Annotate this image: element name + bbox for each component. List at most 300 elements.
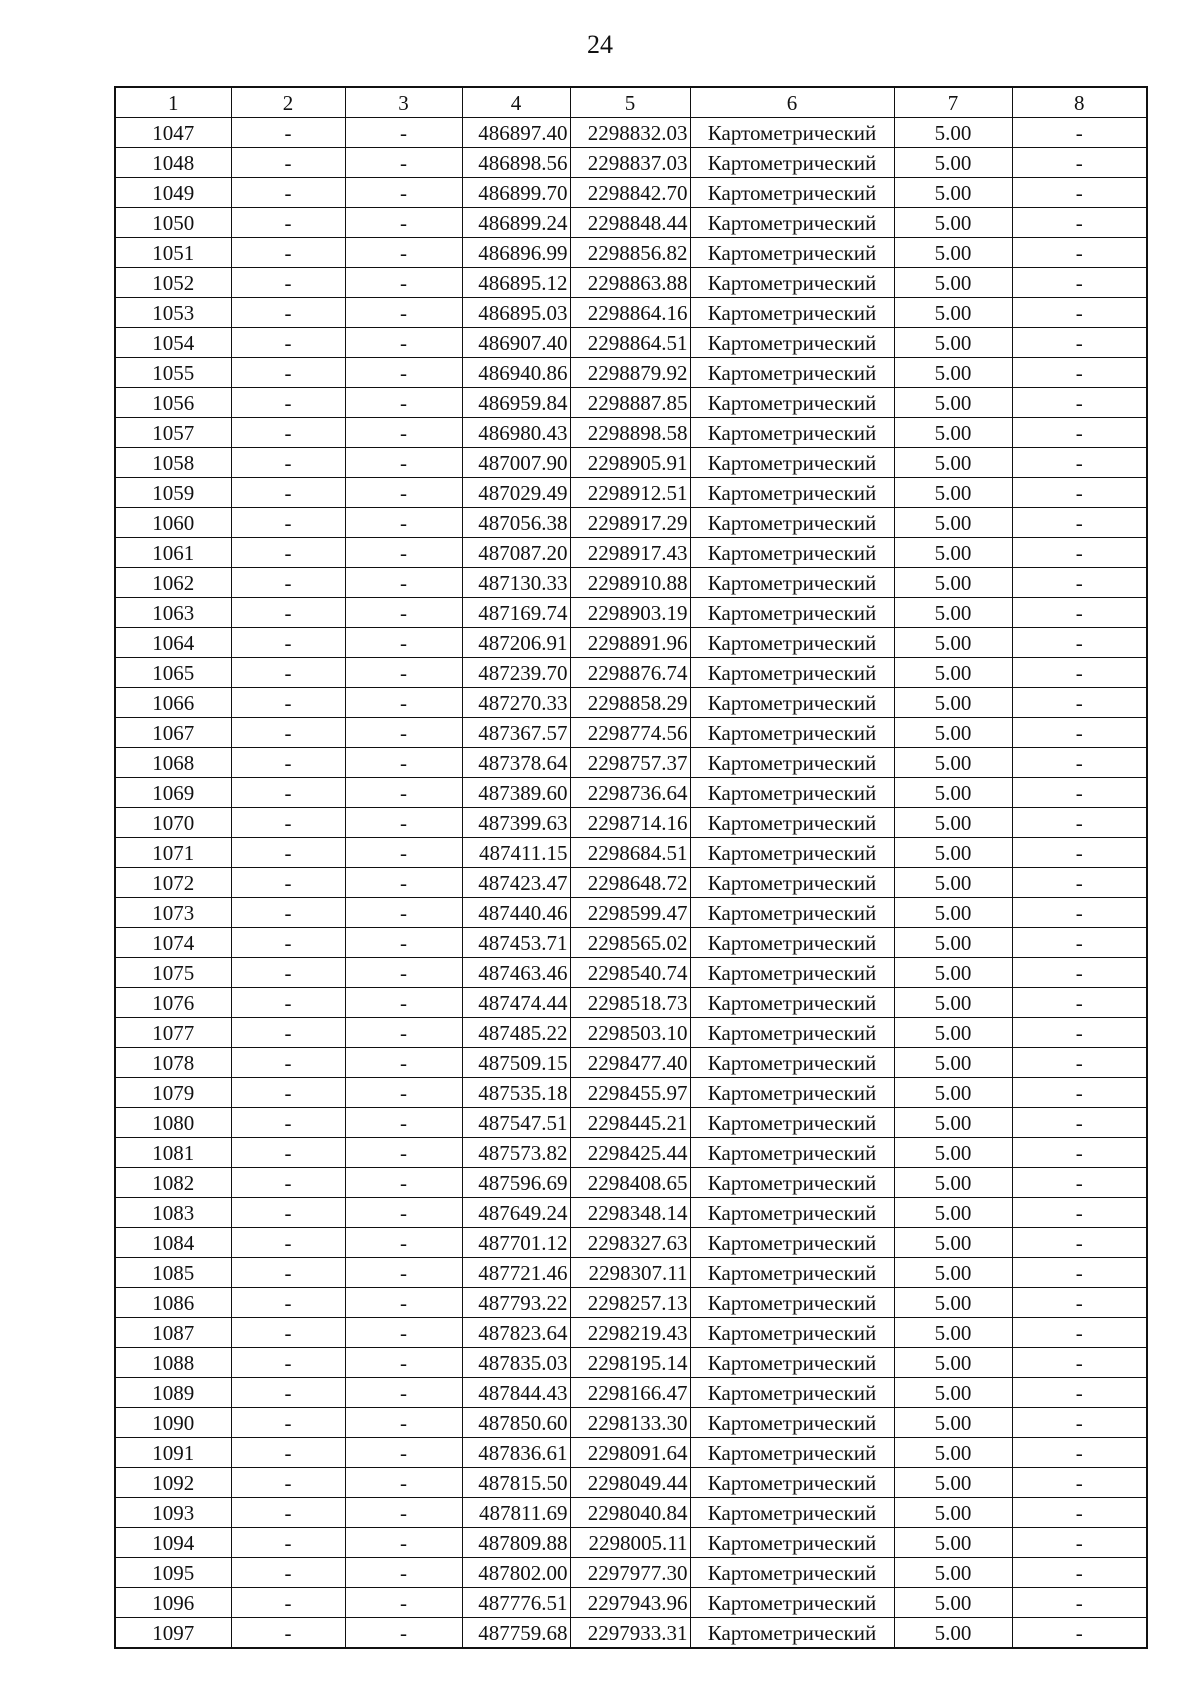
table-row bbox=[115, 1498, 1147, 1528]
x-coordinate-cell: 487453.71 bbox=[462, 928, 570, 958]
col2-cell: - bbox=[231, 148, 345, 178]
table-row bbox=[115, 1618, 1147, 1649]
table-row bbox=[115, 358, 1147, 388]
table-row bbox=[115, 1258, 1147, 1288]
x-coordinate-cell: 487007.90 bbox=[462, 448, 570, 478]
point-number-cell: 1053 bbox=[115, 298, 231, 328]
accuracy-cell: 5.00 bbox=[894, 928, 1012, 958]
col2-cell: - bbox=[231, 1438, 345, 1468]
x-coordinate-cell: 487836.61 bbox=[462, 1438, 570, 1468]
x-coordinate-cell: 487509.15 bbox=[462, 1048, 570, 1078]
point-number-cell: 1073 bbox=[115, 898, 231, 928]
y-coordinate-cell: 2297977.30 bbox=[570, 1558, 690, 1588]
col8-cell: - bbox=[1012, 1288, 1147, 1318]
table-row bbox=[115, 658, 1147, 688]
y-coordinate-cell: 2298774.56 bbox=[570, 718, 690, 748]
accuracy-cell: 5.00 bbox=[894, 988, 1012, 1018]
accuracy-cell: 5.00 bbox=[894, 538, 1012, 568]
method-cell: Картометрический bbox=[690, 418, 894, 448]
method-cell: Картометрический bbox=[690, 508, 894, 538]
method-cell: Картометрический bbox=[690, 658, 894, 688]
accuracy-cell: 5.00 bbox=[894, 658, 1012, 688]
y-coordinate-cell: 2298408.65 bbox=[570, 1168, 690, 1198]
method-cell: Картометрический bbox=[690, 1348, 894, 1378]
accuracy-cell: 5.00 bbox=[894, 1348, 1012, 1378]
column-header-7: 7 bbox=[894, 87, 1012, 118]
col8-cell: - bbox=[1012, 1498, 1147, 1528]
col2-cell: - bbox=[231, 748, 345, 778]
col3-cell: - bbox=[345, 1348, 462, 1378]
y-coordinate-cell: 2298837.03 bbox=[570, 148, 690, 178]
col2-cell: - bbox=[231, 868, 345, 898]
point-number-cell: 1090 bbox=[115, 1408, 231, 1438]
y-coordinate-cell: 2298219.43 bbox=[570, 1318, 690, 1348]
method-cell: Картометрический bbox=[690, 628, 894, 658]
col2-cell: - bbox=[231, 478, 345, 508]
table-row bbox=[115, 208, 1147, 238]
point-number-cell: 1085 bbox=[115, 1258, 231, 1288]
col3-cell: - bbox=[345, 1228, 462, 1258]
y-coordinate-cell: 2298905.91 bbox=[570, 448, 690, 478]
method-cell: Картометрический bbox=[690, 838, 894, 868]
col2-cell: - bbox=[231, 358, 345, 388]
method-cell: Картометрический bbox=[690, 148, 894, 178]
col8-cell: - bbox=[1012, 778, 1147, 808]
accuracy-cell: 5.00 bbox=[894, 1168, 1012, 1198]
y-coordinate-cell: 2298684.51 bbox=[570, 838, 690, 868]
point-number-cell: 1077 bbox=[115, 1018, 231, 1048]
col3-cell: - bbox=[345, 418, 462, 448]
method-cell: Картометрический bbox=[690, 688, 894, 718]
method-cell: Картометрический bbox=[690, 1018, 894, 1048]
method-cell: Картометрический bbox=[690, 598, 894, 628]
col3-cell: - bbox=[345, 808, 462, 838]
table-row bbox=[115, 568, 1147, 598]
col8-cell: - bbox=[1012, 928, 1147, 958]
y-coordinate-cell: 2298503.10 bbox=[570, 1018, 690, 1048]
accuracy-cell: 5.00 bbox=[894, 358, 1012, 388]
method-cell: Картометрический bbox=[690, 1558, 894, 1588]
col2-cell: - bbox=[231, 328, 345, 358]
accuracy-cell: 5.00 bbox=[894, 1228, 1012, 1258]
x-coordinate-cell: 486899.24 bbox=[462, 208, 570, 238]
col8-cell: - bbox=[1012, 1048, 1147, 1078]
accuracy-cell: 5.00 bbox=[894, 418, 1012, 448]
column-header-5: 5 bbox=[570, 87, 690, 118]
col2-cell: - bbox=[231, 658, 345, 688]
col2-cell: - bbox=[231, 1318, 345, 1348]
col8-cell: - bbox=[1012, 508, 1147, 538]
method-cell: Картометрический bbox=[690, 748, 894, 778]
col8-cell: - bbox=[1012, 1438, 1147, 1468]
table-row bbox=[115, 868, 1147, 898]
col3-cell: - bbox=[345, 838, 462, 868]
accuracy-cell: 5.00 bbox=[894, 778, 1012, 808]
x-coordinate-cell: 487087.20 bbox=[462, 538, 570, 568]
col8-cell: - bbox=[1012, 1198, 1147, 1228]
col2-cell: - bbox=[231, 1078, 345, 1108]
accuracy-cell: 5.00 bbox=[894, 478, 1012, 508]
col3-cell: - bbox=[345, 1288, 462, 1318]
table-row bbox=[115, 778, 1147, 808]
table-row bbox=[115, 1468, 1147, 1498]
col2-cell: - bbox=[231, 1228, 345, 1258]
col2-cell: - bbox=[231, 1138, 345, 1168]
x-coordinate-cell: 487239.70 bbox=[462, 658, 570, 688]
x-coordinate-cell: 487649.24 bbox=[462, 1198, 570, 1228]
col8-cell: - bbox=[1012, 1618, 1147, 1649]
col2-cell: - bbox=[231, 208, 345, 238]
col8-cell: - bbox=[1012, 1558, 1147, 1588]
col8-cell: - bbox=[1012, 868, 1147, 898]
point-number-cell: 1059 bbox=[115, 478, 231, 508]
point-number-cell: 1064 bbox=[115, 628, 231, 658]
table-row bbox=[115, 448, 1147, 478]
col2-cell: - bbox=[231, 1498, 345, 1528]
col2-cell: - bbox=[231, 898, 345, 928]
y-coordinate-cell: 2298648.72 bbox=[570, 868, 690, 898]
col3-cell: - bbox=[345, 1588, 462, 1618]
col2-cell: - bbox=[231, 718, 345, 748]
y-coordinate-cell: 2298898.58 bbox=[570, 418, 690, 448]
col2-cell: - bbox=[231, 1618, 345, 1649]
table-row bbox=[115, 538, 1147, 568]
col3-cell: - bbox=[345, 238, 462, 268]
y-coordinate-cell: 2298858.29 bbox=[570, 688, 690, 718]
table-row bbox=[115, 958, 1147, 988]
col8-cell: - bbox=[1012, 1408, 1147, 1438]
method-cell: Картометрический bbox=[690, 1228, 894, 1258]
col3-cell: - bbox=[345, 1168, 462, 1198]
table-row bbox=[115, 478, 1147, 508]
col8-cell: - bbox=[1012, 388, 1147, 418]
col3-cell: - bbox=[345, 1078, 462, 1108]
col3-cell: - bbox=[345, 1108, 462, 1138]
x-coordinate-cell: 487759.68 bbox=[462, 1618, 570, 1649]
accuracy-cell: 5.00 bbox=[894, 208, 1012, 238]
table-row bbox=[115, 718, 1147, 748]
table-row bbox=[115, 1558, 1147, 1588]
y-coordinate-cell: 2298903.19 bbox=[570, 598, 690, 628]
x-coordinate-cell: 487809.88 bbox=[462, 1528, 570, 1558]
point-number-cell: 1082 bbox=[115, 1168, 231, 1198]
point-number-cell: 1074 bbox=[115, 928, 231, 958]
col2-cell: - bbox=[231, 1528, 345, 1558]
col3-cell: - bbox=[345, 268, 462, 298]
col2-cell: - bbox=[231, 988, 345, 1018]
point-number-cell: 1062 bbox=[115, 568, 231, 598]
method-cell: Картометрический bbox=[690, 1288, 894, 1318]
point-number-cell: 1097 bbox=[115, 1618, 231, 1649]
accuracy-cell: 5.00 bbox=[894, 1288, 1012, 1318]
point-number-cell: 1094 bbox=[115, 1528, 231, 1558]
method-cell: Картометрический bbox=[690, 1378, 894, 1408]
x-coordinate-cell: 487270.33 bbox=[462, 688, 570, 718]
method-cell: Картометрический bbox=[690, 208, 894, 238]
y-coordinate-cell: 2298757.37 bbox=[570, 748, 690, 778]
accuracy-cell: 5.00 bbox=[894, 868, 1012, 898]
x-coordinate-cell: 487440.46 bbox=[462, 898, 570, 928]
method-cell: Картометрический bbox=[690, 1048, 894, 1078]
col2-cell: - bbox=[231, 1378, 345, 1408]
accuracy-cell: 5.00 bbox=[894, 1528, 1012, 1558]
method-cell: Картометрический bbox=[690, 1618, 894, 1649]
x-coordinate-cell: 487056.38 bbox=[462, 508, 570, 538]
x-coordinate-cell: 486899.70 bbox=[462, 178, 570, 208]
y-coordinate-cell: 2298518.73 bbox=[570, 988, 690, 1018]
col8-cell: - bbox=[1012, 328, 1147, 358]
x-coordinate-cell: 487474.44 bbox=[462, 988, 570, 1018]
col2-cell: - bbox=[231, 238, 345, 268]
accuracy-cell: 5.00 bbox=[894, 178, 1012, 208]
accuracy-cell: 5.00 bbox=[894, 628, 1012, 658]
col3-cell: - bbox=[345, 958, 462, 988]
x-coordinate-cell: 487721.46 bbox=[462, 1258, 570, 1288]
table-row bbox=[115, 388, 1147, 418]
table-row bbox=[115, 328, 1147, 358]
col2-cell: - bbox=[231, 958, 345, 988]
x-coordinate-cell: 486959.84 bbox=[462, 388, 570, 418]
method-cell: Картометрический bbox=[690, 1588, 894, 1618]
x-coordinate-cell: 486895.03 bbox=[462, 298, 570, 328]
accuracy-cell: 5.00 bbox=[894, 448, 1012, 478]
point-number-cell: 1070 bbox=[115, 808, 231, 838]
x-coordinate-cell: 487776.51 bbox=[462, 1588, 570, 1618]
method-cell: Картометрический bbox=[690, 388, 894, 418]
x-coordinate-cell: 486898.56 bbox=[462, 148, 570, 178]
col3-cell: - bbox=[345, 358, 462, 388]
col8-cell: - bbox=[1012, 1588, 1147, 1618]
point-number-cell: 1051 bbox=[115, 238, 231, 268]
x-coordinate-cell: 487850.60 bbox=[462, 1408, 570, 1438]
accuracy-cell: 5.00 bbox=[894, 898, 1012, 928]
table-row bbox=[115, 1108, 1147, 1138]
y-coordinate-cell: 2298166.47 bbox=[570, 1378, 690, 1408]
col8-cell: - bbox=[1012, 718, 1147, 748]
x-coordinate-cell: 487701.12 bbox=[462, 1228, 570, 1258]
column-header-2: 2 bbox=[231, 87, 345, 118]
table-row bbox=[115, 1528, 1147, 1558]
accuracy-cell: 5.00 bbox=[894, 1498, 1012, 1528]
y-coordinate-cell: 2298848.44 bbox=[570, 208, 690, 238]
col3-cell: - bbox=[345, 478, 462, 508]
accuracy-cell: 5.00 bbox=[894, 1378, 1012, 1408]
method-cell: Картометрический bbox=[690, 1318, 894, 1348]
table-row bbox=[115, 1378, 1147, 1408]
col8-cell: - bbox=[1012, 898, 1147, 928]
coordinates-table bbox=[114, 86, 1148, 1649]
accuracy-cell: 5.00 bbox=[894, 1138, 1012, 1168]
accuracy-cell: 5.00 bbox=[894, 718, 1012, 748]
y-coordinate-cell: 2298887.85 bbox=[570, 388, 690, 418]
table-row bbox=[115, 1048, 1147, 1078]
table-row bbox=[115, 1588, 1147, 1618]
y-coordinate-cell: 2298133.30 bbox=[570, 1408, 690, 1438]
method-cell: Картометрический bbox=[690, 118, 894, 148]
col3-cell: - bbox=[345, 1408, 462, 1438]
col3-cell: - bbox=[345, 538, 462, 568]
point-number-cell: 1067 bbox=[115, 718, 231, 748]
col2-cell: - bbox=[231, 508, 345, 538]
method-cell: Картометрический bbox=[690, 928, 894, 958]
col8-cell: - bbox=[1012, 1108, 1147, 1138]
col8-cell: - bbox=[1012, 538, 1147, 568]
col8-cell: - bbox=[1012, 1258, 1147, 1288]
table-row bbox=[115, 238, 1147, 268]
y-coordinate-cell: 2298307.11 bbox=[570, 1258, 690, 1288]
table-row bbox=[115, 598, 1147, 628]
accuracy-cell: 5.00 bbox=[894, 1468, 1012, 1498]
col3-cell: - bbox=[345, 1138, 462, 1168]
table-row bbox=[115, 688, 1147, 718]
col8-cell: - bbox=[1012, 208, 1147, 238]
x-coordinate-cell: 487367.57 bbox=[462, 718, 570, 748]
col3-cell: - bbox=[345, 1258, 462, 1288]
col8-cell: - bbox=[1012, 988, 1147, 1018]
col2-cell: - bbox=[231, 118, 345, 148]
method-cell: Картометрический bbox=[690, 238, 894, 268]
x-coordinate-cell: 487811.69 bbox=[462, 1498, 570, 1528]
table-row bbox=[115, 1078, 1147, 1108]
col2-cell: - bbox=[231, 928, 345, 958]
accuracy-cell: 5.00 bbox=[894, 808, 1012, 838]
col8-cell: - bbox=[1012, 1138, 1147, 1168]
col8-cell: - bbox=[1012, 148, 1147, 178]
y-coordinate-cell: 2297943.96 bbox=[570, 1588, 690, 1618]
col2-cell: - bbox=[231, 1588, 345, 1618]
y-coordinate-cell: 2298864.51 bbox=[570, 328, 690, 358]
col3-cell: - bbox=[345, 1528, 462, 1558]
method-cell: Картометрический bbox=[690, 1498, 894, 1528]
accuracy-cell: 5.00 bbox=[894, 688, 1012, 718]
method-cell: Картометрический bbox=[690, 1138, 894, 1168]
col2-cell: - bbox=[231, 1108, 345, 1138]
col3-cell: - bbox=[345, 1378, 462, 1408]
col8-cell: - bbox=[1012, 1018, 1147, 1048]
accuracy-cell: 5.00 bbox=[894, 958, 1012, 988]
accuracy-cell: 5.00 bbox=[894, 148, 1012, 178]
x-coordinate-cell: 487463.46 bbox=[462, 958, 570, 988]
x-coordinate-cell: 487130.33 bbox=[462, 568, 570, 598]
x-coordinate-cell: 486896.99 bbox=[462, 238, 570, 268]
accuracy-cell: 5.00 bbox=[894, 1588, 1012, 1618]
col2-cell: - bbox=[231, 1348, 345, 1378]
table-row bbox=[115, 118, 1147, 148]
col2-cell: - bbox=[231, 1408, 345, 1438]
column-header-3: 3 bbox=[345, 87, 462, 118]
col8-cell: - bbox=[1012, 268, 1147, 298]
accuracy-cell: 5.00 bbox=[894, 748, 1012, 778]
col3-cell: - bbox=[345, 328, 462, 358]
accuracy-cell: 5.00 bbox=[894, 598, 1012, 628]
method-cell: Картометрический bbox=[690, 868, 894, 898]
method-cell: Картометрический bbox=[690, 718, 894, 748]
method-cell: Картометрический bbox=[690, 958, 894, 988]
accuracy-cell: 5.00 bbox=[894, 1018, 1012, 1048]
col3-cell: - bbox=[345, 928, 462, 958]
y-coordinate-cell: 2297933.31 bbox=[570, 1618, 690, 1649]
y-coordinate-cell: 2298736.64 bbox=[570, 778, 690, 808]
col2-cell: - bbox=[231, 178, 345, 208]
col3-cell: - bbox=[345, 1048, 462, 1078]
col8-cell: - bbox=[1012, 688, 1147, 718]
point-number-cell: 1058 bbox=[115, 448, 231, 478]
x-coordinate-cell: 486907.40 bbox=[462, 328, 570, 358]
point-number-cell: 1049 bbox=[115, 178, 231, 208]
point-number-cell: 1060 bbox=[115, 508, 231, 538]
x-coordinate-cell: 487802.00 bbox=[462, 1558, 570, 1588]
method-cell: Картометрический bbox=[690, 1198, 894, 1228]
point-number-cell: 1086 bbox=[115, 1288, 231, 1318]
x-coordinate-cell: 487844.43 bbox=[462, 1378, 570, 1408]
col8-cell: - bbox=[1012, 1168, 1147, 1198]
col8-cell: - bbox=[1012, 178, 1147, 208]
y-coordinate-cell: 2298091.64 bbox=[570, 1438, 690, 1468]
table-row bbox=[115, 838, 1147, 868]
col8-cell: - bbox=[1012, 418, 1147, 448]
x-coordinate-cell: 487411.15 bbox=[462, 838, 570, 868]
table-header-row bbox=[115, 87, 1147, 118]
col2-cell: - bbox=[231, 448, 345, 478]
col3-cell: - bbox=[345, 118, 462, 148]
method-cell: Картометрический bbox=[690, 178, 894, 208]
col2-cell: - bbox=[231, 808, 345, 838]
point-number-cell: 1055 bbox=[115, 358, 231, 388]
col3-cell: - bbox=[345, 298, 462, 328]
point-number-cell: 1063 bbox=[115, 598, 231, 628]
y-coordinate-cell: 2298257.13 bbox=[570, 1288, 690, 1318]
table-row bbox=[115, 808, 1147, 838]
x-coordinate-cell: 487596.69 bbox=[462, 1168, 570, 1198]
col2-cell: - bbox=[231, 388, 345, 418]
accuracy-cell: 5.00 bbox=[894, 1258, 1012, 1288]
col8-cell: - bbox=[1012, 478, 1147, 508]
col2-cell: - bbox=[231, 298, 345, 328]
method-cell: Картометрический bbox=[690, 1408, 894, 1438]
col8-cell: - bbox=[1012, 1078, 1147, 1108]
col3-cell: - bbox=[345, 208, 462, 238]
method-cell: Картометрический bbox=[690, 1528, 894, 1558]
method-cell: Картометрический bbox=[690, 1258, 894, 1288]
method-cell: Картометрический bbox=[690, 478, 894, 508]
method-cell: Картометрический bbox=[690, 1108, 894, 1138]
accuracy-cell: 5.00 bbox=[894, 1318, 1012, 1348]
col3-cell: - bbox=[345, 1318, 462, 1348]
x-coordinate-cell: 486980.43 bbox=[462, 418, 570, 448]
point-number-cell: 1050 bbox=[115, 208, 231, 238]
table-row bbox=[115, 298, 1147, 328]
col3-cell: - bbox=[345, 688, 462, 718]
x-coordinate-cell: 487029.49 bbox=[462, 478, 570, 508]
table-row bbox=[115, 1348, 1147, 1378]
col2-cell: - bbox=[231, 688, 345, 718]
point-number-cell: 1057 bbox=[115, 418, 231, 448]
y-coordinate-cell: 2298917.29 bbox=[570, 508, 690, 538]
x-coordinate-cell: 487423.47 bbox=[462, 868, 570, 898]
point-number-cell: 1048 bbox=[115, 148, 231, 178]
y-coordinate-cell: 2298891.96 bbox=[570, 628, 690, 658]
point-number-cell: 1088 bbox=[115, 1348, 231, 1378]
accuracy-cell: 5.00 bbox=[894, 298, 1012, 328]
x-coordinate-cell: 486895.12 bbox=[462, 268, 570, 298]
point-number-cell: 1081 bbox=[115, 1138, 231, 1168]
point-number-cell: 1080 bbox=[115, 1108, 231, 1138]
point-number-cell: 1095 bbox=[115, 1558, 231, 1588]
point-number-cell: 1079 bbox=[115, 1078, 231, 1108]
col3-cell: - bbox=[345, 1558, 462, 1588]
table-row bbox=[115, 268, 1147, 298]
x-coordinate-cell: 487485.22 bbox=[462, 1018, 570, 1048]
